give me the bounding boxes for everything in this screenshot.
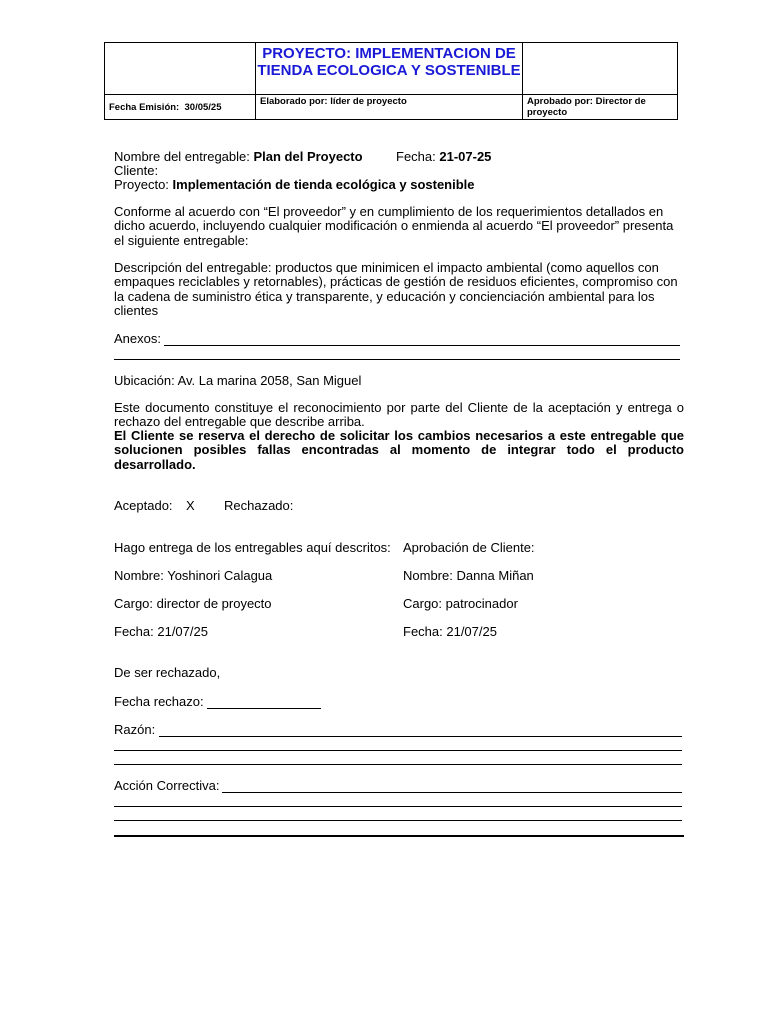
- deliverable-date: 21-07-25: [439, 149, 492, 164]
- deliverable-name: Plan del Proyecto: [253, 149, 363, 164]
- delivery-heading: Hago entrega de los entregables aquí descritos:: [114, 540, 391, 555]
- accepted-label: Aceptado:: [114, 498, 173, 513]
- description-paragraph: Descripción del entregable: productos que minimicen el impacto ambiental (como aquellos con empaques reciclables y retornables), prácticas de gestión de residuos eficientes, compromiso con la cadena de suministro ética y transparente, y educación y concienciación ambiental para los clientes: [114, 260, 678, 318]
- header-empty-cell: [523, 43, 678, 95]
- reason-line-2: [114, 750, 682, 751]
- delivery-name: Nombre: Yoshinori Calagua: [114, 568, 273, 583]
- reservation-paragraph: El Cliente se reserva el derecho de solicitar los cambios necesarios a este entregable que solucionen posibles fallas encontradas al momento de integrar todo el producto desarrollado.: [114, 428, 684, 472]
- client-date: Fecha: 21/07/25: [403, 624, 497, 639]
- annexes-label: Anexos:: [114, 331, 161, 346]
- deliverable-name-line: Nombre del entregable: Plan del Proyecto: [114, 149, 363, 164]
- annexes-line-1: [164, 345, 680, 346]
- corrective-line-2: [114, 806, 682, 807]
- prepared-by: Elaborado por: líder de proyecto: [256, 95, 523, 120]
- delivery-date: Fecha: 21/07/25: [114, 624, 208, 639]
- logo-cell: [105, 43, 256, 95]
- reject-date-label: Fecha rechazo:: [114, 694, 204, 709]
- client-line: Cliente:: [114, 163, 159, 178]
- reject-date-line: [207, 708, 321, 709]
- project-line: Proyecto: Implementación de tienda ecológica y sostenible: [114, 177, 475, 192]
- corrective-action-label: Acción Correctiva:: [114, 778, 220, 793]
- corrective-line-3: [114, 820, 682, 821]
- header-table: [104, 42, 678, 120]
- if-rejected-text: De ser rechazado,: [114, 665, 221, 680]
- client-role: Cargo: patrocinador: [403, 596, 518, 611]
- project-name: Implementación de tienda ecológica y sostenible: [172, 177, 475, 192]
- rejected-label: Rechazado:: [224, 498, 294, 513]
- approved-by: Aprobado por: Director de proyecto: [523, 95, 678, 120]
- corrective-line-1: [222, 792, 682, 793]
- issue-date: Fecha Emisión: 30/05/25: [105, 95, 256, 120]
- project-title: PROYECTO: IMPLEMENTACION DE TIENDA ECOLOGICA Y SOSTENIBLE: [256, 43, 523, 95]
- reason-line-3: [114, 764, 682, 765]
- location-line: Ubicación: Av. La marina 2058, San Miguel: [114, 373, 362, 388]
- client-approval-heading: Aprobación de Cliente:: [403, 540, 535, 555]
- reason-label: Razón:: [114, 722, 156, 737]
- delivery-role: Cargo: director de proyecto: [114, 596, 272, 611]
- closing-rule: [114, 835, 684, 837]
- deliverable-date-line: Fecha: 21-07-25: [396, 149, 492, 164]
- agreement-paragraph: Conforme al acuerdo con “El proveedor” y en cumplimiento de los requerimientos detallados en dicho acuerdo, incluyendo cualquier modificación o enmienda al acuerdo “El proveedor” presenta el siguiente entregable:: [114, 204, 674, 248]
- accepted-mark: X: [186, 498, 195, 513]
- client-name: Nombre: Danna Miñan: [403, 568, 534, 583]
- annexes-line-2: [114, 359, 680, 360]
- acknowledgement-paragraph: Este documento constituye el reconocimiento por parte del Cliente de la aceptación y entrega o rechazo del entregable que describe arriba.: [114, 400, 684, 430]
- reason-line-1: [159, 736, 682, 737]
